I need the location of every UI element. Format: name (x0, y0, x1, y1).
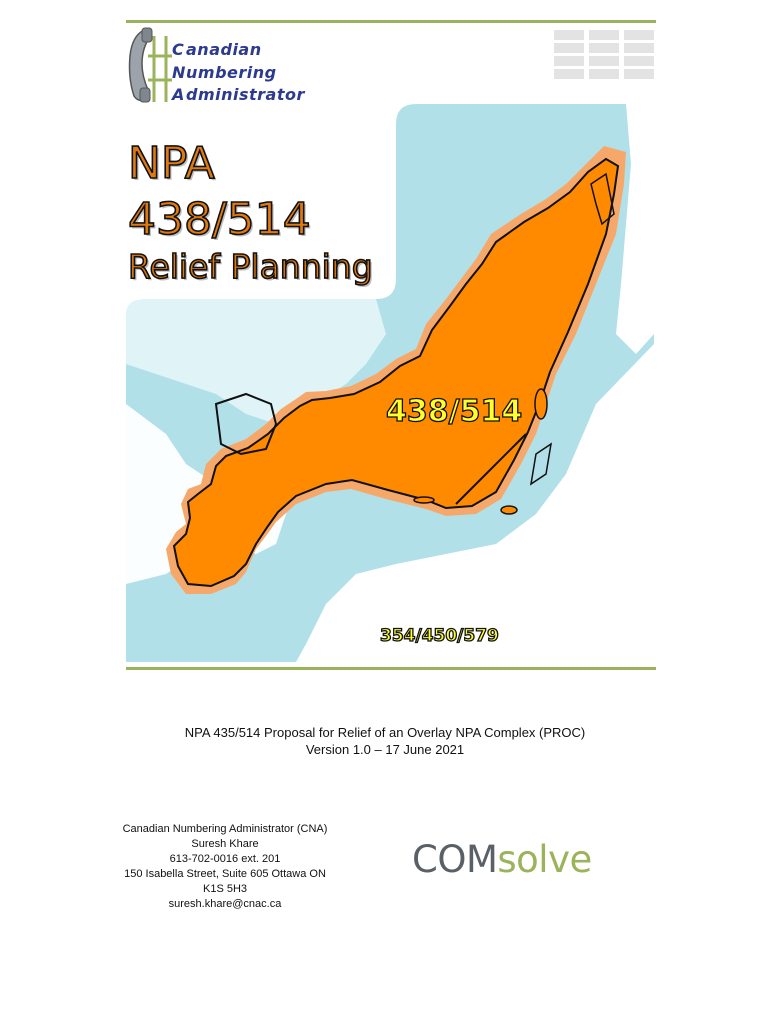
phone-hash-icon (126, 26, 172, 104)
contact-block (100, 822, 350, 912)
cover-title-code: 438/514 (128, 194, 311, 245)
bottom-rule (126, 667, 656, 670)
grid-cell (554, 69, 584, 79)
top-rule (126, 20, 656, 23)
grid-cell (624, 69, 654, 79)
logo-text-canadian: anadian (186, 40, 262, 59)
logo-cap-c: C (172, 40, 185, 59)
logo-text-numbering: umbering (186, 63, 277, 82)
grid-cell (554, 30, 584, 40)
document-version: Version 1.0 – 17 June 2021 (305, 742, 465, 757)
map-label-354-450-579: 354/450/579 (380, 626, 499, 646)
grid-cell (589, 69, 619, 79)
grid-cell (589, 30, 619, 40)
grid-cell (554, 43, 584, 53)
contact-org: Canadian Numbering Administrator (CNA) (122, 823, 328, 835)
grid-cell (624, 30, 654, 40)
logo-line-canadian (172, 40, 262, 59)
comsolve-com: COM (412, 838, 498, 881)
contact-phone: 613-702-0016 ext. 201 (169, 853, 281, 865)
logo-cap-n: N (172, 63, 186, 82)
grid-cell (589, 56, 619, 66)
cover-title-relief: Relief Planning (128, 247, 373, 286)
grid-cell (554, 56, 584, 66)
contact-name: Suresh Khare (191, 838, 259, 850)
grid-cell (589, 43, 619, 53)
logo-line-numbering (172, 63, 277, 82)
comsolve-logo (412, 838, 592, 881)
cna-logo (126, 26, 316, 106)
grid-cell (624, 43, 654, 53)
logo-cap-a: A (172, 85, 185, 104)
cover-title-npa: NPA (128, 138, 215, 189)
document-title: NPA 435/514 Proposal for Relief of an Overlay NPA Complex (PROC) (184, 725, 586, 740)
comsolve-solve: solve (497, 838, 592, 881)
logo-text-administrator: dministrator (186, 85, 305, 104)
island-small-1 (535, 389, 547, 419)
logo-line-administrator (172, 85, 305, 104)
island-small-3 (414, 497, 434, 503)
map-label-438-514: 438/514 (386, 394, 523, 429)
island-small-2 (501, 506, 517, 514)
contact-email: suresh.khare@cnac.ca (168, 898, 282, 910)
contact-address: 150 Isabella Street, Suite 605 Ottawa ON (124, 868, 326, 880)
contact-postal: K1S 5H3 (202, 883, 248, 895)
grid-cell (624, 56, 654, 66)
